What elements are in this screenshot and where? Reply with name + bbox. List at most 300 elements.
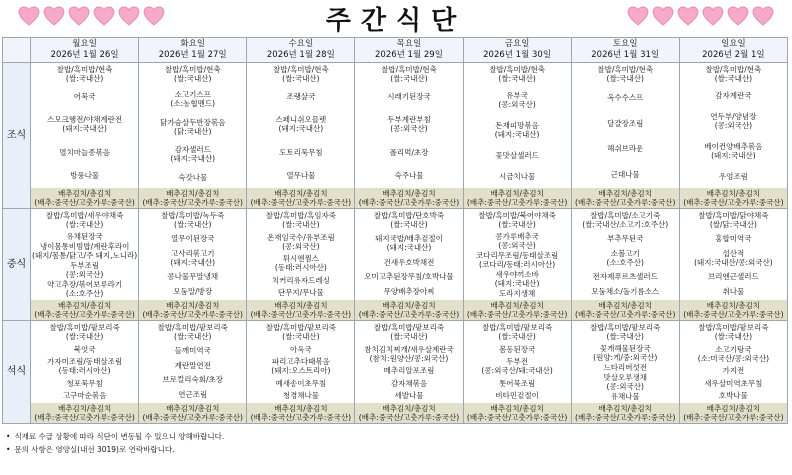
kimchi-line — [680, 403, 787, 423]
dish-text: 치커리유자드레싱 — [271, 275, 330, 285]
dish-text: 가지전 — [722, 366, 745, 376]
dish-text: 도라지생채 — [498, 289, 536, 299]
dish-text: 꽃맛살샐러드 — [495, 151, 539, 160]
dish-item — [355, 148, 462, 157]
dish-text: 숙주나물 — [394, 170, 424, 180]
dish-text: 소고기스프 — [174, 89, 211, 99]
dish-item — [464, 289, 571, 298]
dish-item — [464, 357, 571, 375]
kimchi-text: (배추:중국산/고춧가루:중국산) — [466, 198, 568, 207]
dish-text: 열무이된장국 — [170, 233, 215, 243]
meal-label: 조식 — [3, 63, 31, 209]
dish-text: 예새송이초무침 — [275, 378, 327, 388]
dish-item — [464, 391, 571, 400]
dish-item — [31, 115, 138, 133]
rice-line-text: (쌀:국내산) — [390, 332, 428, 341]
day-name: 수요일 — [288, 39, 314, 50]
dish-text: 유부국 — [506, 91, 528, 100]
dish-item — [139, 346, 246, 355]
kimchi-line — [355, 403, 462, 423]
rice-line-text: 찰밥/흑미밥/팥보리죽 — [157, 323, 228, 332]
kimchi-text: (배추:중국산/고춧가루:중국산) — [34, 310, 135, 319]
rice-line-text: 찰밥/흑미밥/현축 — [56, 65, 113, 74]
menu-cell-content — [355, 209, 462, 320]
dish-item — [464, 172, 571, 181]
kimchi-text: (배추:중국산/고춧가루:중국산) — [358, 198, 460, 207]
dish-text: 도토리묵무침 — [279, 147, 323, 157]
kimchi-text: 배추김치/총김치 — [166, 404, 220, 413]
day-header-4 — [463, 38, 571, 63]
menu-cell — [139, 321, 247, 424]
dish-text: (돼지:국내산) — [62, 124, 107, 134]
dish-item — [464, 379, 571, 388]
dish-text: 청포묵무침 — [66, 378, 103, 388]
menu-cell-content — [355, 63, 462, 208]
kimchi-text: (배추:중국산/고춧가루:중국산) — [358, 310, 460, 319]
menu-cell-content — [464, 63, 571, 208]
dish-text: 느타리버섯전 — [603, 362, 647, 372]
dish-item — [31, 345, 138, 354]
kimchi-text: 배추김치/총김치 — [57, 189, 112, 198]
dish-text: 옥수수스프 — [607, 93, 644, 103]
kimchi-line — [464, 300, 571, 320]
rice-porridge-line — [464, 63, 571, 84]
heart-icon — [677, 6, 699, 26]
dish-list — [355, 230, 462, 300]
kimchi-line — [464, 188, 571, 208]
kimchi-text: (배추:중국산/고춧가루:중국산) — [250, 310, 352, 319]
menu-cell-content — [680, 321, 787, 423]
corner-cell — [3, 38, 31, 63]
dish-item — [31, 261, 138, 279]
hearts-right — [627, 6, 774, 26]
dish-text: 두부계란부침 — [387, 115, 431, 125]
dish-text: 단무지/무나물 — [277, 288, 324, 298]
dish-text: (콩:외국산) — [606, 382, 644, 392]
kimchi-text: 배추김치/총김치 — [166, 189, 220, 198]
heart-icon — [143, 6, 165, 26]
kimchi-text: (배추:중국산/고춧가루:중국산) — [142, 198, 243, 207]
dish-text: (콩:외국산/돼:국내산) — [481, 366, 553, 376]
kimchi-line — [31, 300, 138, 320]
menu-cell-content — [31, 321, 138, 423]
dish-item — [31, 171, 138, 180]
dish-text: 조랭샆국 — [286, 92, 316, 102]
dish-text: (콩:외국산) — [498, 240, 536, 250]
dish-item — [31, 379, 138, 388]
kimchi-text: (배추:중국산/고춧가루:중국산) — [466, 310, 568, 319]
dish-item — [355, 379, 462, 388]
rice-porridge-line — [680, 321, 787, 342]
rice-porridge-line — [355, 209, 462, 230]
menu-cell — [247, 209, 355, 321]
rice-line-text: 찰밥/흑미밥/현축 — [164, 65, 221, 74]
dish-text: (동태:러시아산) — [274, 263, 327, 273]
dish-item — [139, 145, 246, 163]
dish-text: 무양배추장아찌 — [383, 287, 435, 297]
dish-text: (참치:원양산/콩:외국산) — [369, 353, 449, 363]
day-header-1 — [139, 38, 247, 63]
menu-cell-content — [680, 209, 787, 320]
kimchi-text: 배추김치/총김치 — [274, 404, 328, 413]
dish-item — [680, 391, 787, 400]
dish-text: 브로컬리숙회/초장 — [162, 375, 223, 385]
dish-item — [680, 172, 787, 181]
dish-text: 스페니쉬오믈렛 — [275, 115, 327, 125]
dish-item — [355, 92, 462, 101]
hearts-left — [18, 6, 165, 26]
kimchi-line — [247, 300, 354, 320]
dish-text: (돼지:국내산/콩:외국산) — [694, 257, 773, 267]
notes — [6, 430, 224, 456]
rice-line-text: (쌀:국내산) — [65, 220, 104, 229]
dish-text: 아욱국 — [289, 344, 312, 354]
menu-cell — [139, 209, 247, 321]
day-header-row — [3, 38, 788, 63]
dish-list — [31, 230, 138, 300]
heart-icon — [652, 6, 674, 26]
dish-text: 냉이몸통비빔밥/계란후라이 — [39, 241, 130, 251]
kimchi-text: (배추:중국산/고춧가루:중국산) — [358, 413, 460, 422]
rice-line-text: 찰밥/흑미밥/현축 — [597, 65, 654, 74]
dish-text: 감자채볶음 — [390, 378, 428, 388]
dish-item — [572, 249, 679, 267]
meal-row-lunch — [3, 209, 788, 321]
dish-text: 고사리볶고기 — [170, 248, 215, 258]
kimchi-text: 배추김치/총김치 — [598, 301, 652, 310]
weekly-menu-table — [2, 37, 788, 424]
day-name: 토요일 — [612, 39, 638, 50]
dish-text: (소:호주산) — [606, 257, 644, 267]
dish-item — [464, 121, 571, 139]
dish-text: 시래기된장국 — [387, 92, 431, 102]
rice-porridge-line — [355, 63, 462, 84]
dish-text: (소:농협멘드) — [170, 98, 216, 108]
dish-item — [572, 392, 679, 401]
dish-list — [139, 230, 246, 300]
kimchi-line — [572, 188, 679, 208]
dish-text: 고구마순볶음 — [62, 391, 107, 401]
kimchi-line — [247, 403, 354, 423]
menu-cell — [31, 209, 139, 321]
day-header-5 — [571, 38, 679, 63]
dish-text: 해쉬브라운 — [607, 144, 644, 154]
dish-text: (원양:게/중:외국산) — [593, 352, 658, 362]
menu-cell-content — [247, 209, 354, 320]
note-line — [6, 430, 224, 443]
kimchi-text: 배추김치/총김치 — [274, 301, 328, 310]
dish-text: 부추무된국 — [607, 233, 644, 243]
dish-text: 맛살오루생채 — [603, 373, 647, 383]
rice-line-text: 찰밥/흑미밥/팥보리죽 — [481, 323, 553, 332]
dish-item — [355, 366, 462, 375]
dish-list — [31, 84, 138, 188]
menu-cell-content — [355, 321, 462, 423]
dish-item — [31, 232, 138, 241]
dish-item — [680, 142, 787, 160]
day-header-0 — [31, 38, 139, 63]
menu-cell-content — [680, 63, 787, 208]
dish-text: 봄동된장국 — [498, 344, 536, 354]
dish-item — [680, 91, 787, 100]
dish-text: 전자제푸르츠샐러드 — [592, 272, 658, 282]
menu-cell — [355, 63, 463, 209]
rice-porridge-line — [31, 321, 138, 342]
dish-text: 유채된장국 — [66, 231, 103, 241]
dish-text: 들깨미역국 — [174, 345, 211, 355]
menu-cell — [679, 321, 787, 424]
heart-icon — [18, 6, 40, 26]
day-date: 2026년 1월 31일 — [591, 50, 660, 60]
meal-row-breakfast — [3, 63, 788, 209]
kimchi-text: (배추:중국산/고춧가루:중국산) — [142, 310, 243, 319]
menu-cell — [31, 63, 139, 209]
dish-text: 돼지국밥/배추겉절이 — [375, 233, 443, 243]
dish-list — [680, 342, 787, 403]
dish-item — [247, 357, 354, 375]
dish-text: 톳어묵조림 — [498, 378, 536, 388]
dish-item — [355, 234, 462, 252]
dish-item — [139, 361, 246, 370]
dish-item — [139, 173, 246, 182]
dish-text: 유채나물 — [610, 392, 640, 402]
rice-line-text: (쌀:국내산) — [174, 220, 212, 229]
menu-cell-content — [139, 321, 246, 423]
menu-cell — [247, 321, 355, 424]
dish-text: 약고추장/볶어보루라기 — [47, 280, 123, 290]
rice-line-text: 찰밥/흑미밥/팥보리죽 — [49, 323, 120, 332]
dish-text: 근대나물 — [610, 169, 640, 179]
kimchi-text: 배추김치/총김치 — [706, 301, 761, 310]
rice-line-text: (쌀:국내산) — [174, 74, 212, 83]
rice-line-text: 찰밥/흑미밥/북어야채죽 — [478, 211, 556, 220]
dish-item — [680, 287, 787, 296]
dish-text: 연근조림 — [178, 390, 208, 400]
dish-text: (코다리/동태:러시아산) — [479, 259, 556, 269]
dish-text: 방풍나물 — [70, 170, 100, 180]
kimchi-line — [572, 300, 679, 320]
dish-text: (돼지:국내산) — [386, 242, 432, 252]
menu-cell-content — [247, 321, 354, 423]
menu-cell-content — [31, 63, 138, 208]
dish-text: 오미고추된장무침/호박나물 — [364, 272, 454, 282]
dish-text: 연두부/양념장 — [710, 112, 757, 121]
dish-text: 새우야끼소바 — [495, 270, 539, 280]
dish-list — [464, 342, 571, 403]
dish-text: 튀시엔찜스 — [282, 254, 319, 264]
rice-porridge-line — [572, 209, 679, 230]
dish-text: (돼지:국내산) — [711, 151, 756, 160]
dish-item — [31, 242, 138, 260]
dish-item — [139, 375, 246, 384]
dish-item — [355, 272, 462, 281]
dish-text: 모둠채소/돌기름소스 — [591, 287, 660, 297]
dish-list — [680, 84, 787, 188]
day-header-3 — [355, 38, 463, 63]
dish-text: (돼지/몸통/닭고/주 돼지,노니라) — [32, 250, 138, 260]
menu-cell — [571, 63, 679, 209]
dish-item — [247, 92, 354, 101]
kimchi-line — [31, 188, 138, 208]
dish-text: 세발나물 — [394, 391, 424, 401]
dish-text: (돼지:국내산) — [494, 279, 540, 289]
rice-porridge-line — [355, 321, 462, 342]
kimchi-text: 배추김치/총김치 — [382, 404, 436, 413]
dish-text: 어묵국 — [73, 92, 96, 102]
dish-list — [680, 230, 787, 300]
dish-text: 섭산적 — [722, 248, 745, 258]
rice-porridge-line — [680, 209, 787, 230]
rice-line-text: 찰밥/흑미밥/흑임자죽 — [265, 211, 336, 220]
kimchi-text: (배추:중국산/고춧가루:중국산) — [142, 413, 243, 422]
heart-icon — [68, 6, 90, 26]
menu-cell — [463, 209, 571, 321]
rice-porridge-line — [31, 209, 138, 230]
dish-list — [247, 230, 354, 300]
kimchi-line — [247, 188, 354, 208]
kimchi-line — [355, 300, 462, 320]
dish-item — [247, 288, 354, 297]
rice-line-text: (쌀:국내산) — [606, 74, 644, 83]
dish-item — [464, 91, 571, 109]
menu-cell — [571, 209, 679, 321]
dish-item — [247, 345, 354, 354]
dish-text: (돼지:국내산) — [278, 124, 324, 134]
kimchi-text: 배추김치/총김치 — [598, 189, 652, 198]
dish-item — [680, 366, 787, 375]
rice-line-text: 찰밥/흑미밥/소고기죽 — [590, 211, 661, 220]
dish-item — [139, 90, 246, 108]
dish-list — [247, 84, 354, 188]
dish-text: 호박나물 — [718, 391, 748, 401]
menu-cell — [571, 321, 679, 424]
menu-cell — [463, 63, 571, 209]
dish-item — [680, 234, 787, 243]
rice-porridge-line — [139, 321, 246, 342]
rice-line-text: 찰밥/흑미밥/현축 — [705, 65, 762, 74]
menu-cell-content — [139, 209, 246, 320]
day-date: 2026년 1월 27일 — [158, 50, 227, 60]
kimchi-text: (배추:중국산/고춧가루:중국산) — [250, 198, 352, 207]
menu-cell — [679, 63, 787, 209]
dish-item — [572, 119, 679, 128]
menu-cell — [355, 321, 463, 424]
bullet-icon: • — [6, 432, 11, 441]
kimchi-line — [680, 188, 787, 208]
meal-label: 석식 — [3, 321, 31, 424]
dish-text: 북엇국 — [73, 344, 96, 354]
kimchi-text: 배추김치/총김치 — [598, 404, 652, 413]
kimchi-text: (배추:중국산/고춧가루:중국산) — [34, 198, 135, 207]
dish-list — [572, 84, 679, 188]
dish-item — [355, 391, 462, 400]
dish-item — [680, 345, 787, 363]
dish-text: 두부조림 — [70, 261, 100, 271]
kimchi-line — [139, 403, 246, 423]
dish-item — [247, 391, 354, 400]
dish-list — [139, 342, 246, 403]
day-name: 금요일 — [504, 39, 530, 50]
kimchi-line — [355, 188, 462, 208]
heart-icon — [627, 6, 649, 26]
rice-line-text: 찰밥/흑미밥/팥보리죽 — [698, 323, 769, 332]
kimchi-text: (배추:중국산/고춧가루:중국산) — [34, 413, 135, 422]
dish-text: 메추리알포조림 — [383, 366, 435, 376]
dish-item — [572, 93, 679, 102]
rice-line-text: 찰밥/흑미밥/현축 — [489, 65, 545, 74]
heart-icon — [727, 6, 749, 26]
dish-item — [247, 115, 354, 133]
rice-line-text: (쌀:국내산) — [174, 332, 212, 341]
rice-line-text: (쌀:국내산) — [390, 220, 428, 229]
dish-text: 청경채나물 — [282, 391, 319, 401]
rice-line-text: (쌀/닭:국내산) — [709, 220, 757, 229]
dish-item — [464, 345, 571, 354]
rice-line-text: 찰밥/흑미밥/닭야채죽 — [698, 211, 769, 220]
dish-text: (소:호주산) — [65, 289, 104, 299]
dish-item — [680, 379, 787, 388]
rice-line-text: (쌀:국내산) — [714, 74, 753, 83]
kimchi-text: 배추김치/총김치 — [706, 189, 761, 198]
dish-text: (돼지:국내산) — [170, 257, 216, 267]
dish-text: 시금치나물 — [498, 172, 536, 181]
dish-item — [572, 363, 679, 372]
dish-text: 브리엔근샐러드 — [708, 272, 759, 282]
menu-cell-content — [247, 63, 354, 208]
day-date: 2026년 1월 26일 — [50, 50, 119, 60]
dish-text: 스모크햄전/야채계란전 — [47, 115, 123, 125]
dish-text: 건새우호박채전 — [383, 257, 435, 267]
rice-porridge-line — [31, 63, 138, 84]
menu-cell — [139, 63, 247, 209]
kimchi-text: 배추김치/총김치 — [382, 189, 436, 198]
dish-item — [572, 234, 679, 243]
kimchi-text: (배추:중국산/고춧가루:중국산) — [575, 198, 676, 207]
dish-text: 모둠말/방장 — [173, 287, 213, 297]
note-line — [6, 443, 224, 456]
dish-text: (동태:러시아산) — [58, 366, 111, 376]
menu-cell-content — [31, 209, 138, 320]
dish-text: (콩:외국산) — [390, 124, 428, 134]
dish-item — [355, 287, 462, 296]
dish-text: (돼지:오스트리아) — [271, 366, 331, 376]
day-name: 일요일 — [721, 39, 746, 50]
bullet-icon: • — [6, 445, 11, 454]
dish-list — [139, 84, 246, 188]
dish-text: 참치김치찌개/새우살계란국 — [364, 344, 454, 354]
dish-text: 달걀장조림 — [607, 118, 644, 128]
dish-item — [572, 170, 679, 179]
menu-cell-content — [139, 63, 246, 208]
heart-icon — [752, 6, 774, 26]
dish-text: 폴리먹/초장 — [389, 147, 429, 157]
dish-text: 돈재피망볶음 — [495, 121, 539, 130]
rice-line-text: (쌀:국내산) — [498, 74, 536, 83]
dish-item — [139, 249, 246, 267]
kimchi-text: (배추:중국산/고춧가루:중국산) — [575, 310, 676, 319]
dish-list — [31, 342, 138, 403]
rice-line-text: (쌀:국내산) — [65, 74, 104, 83]
kimchi-text: (배추:중국산/고춧가루:중국산) — [683, 198, 784, 207]
dish-text: 온재임국수/유부조림 — [266, 232, 335, 242]
kimchi-text: (배추:중국산/고춧가루:중국산) — [683, 413, 784, 422]
dish-item — [572, 272, 679, 281]
dish-item — [572, 344, 679, 362]
meal-row-dinner — [3, 321, 788, 424]
dish-text: 우엉조림 — [718, 172, 748, 181]
day-date: 2026년 2월 1일 — [702, 50, 765, 60]
kimchi-text: 배추김치/총김치 — [57, 404, 112, 413]
